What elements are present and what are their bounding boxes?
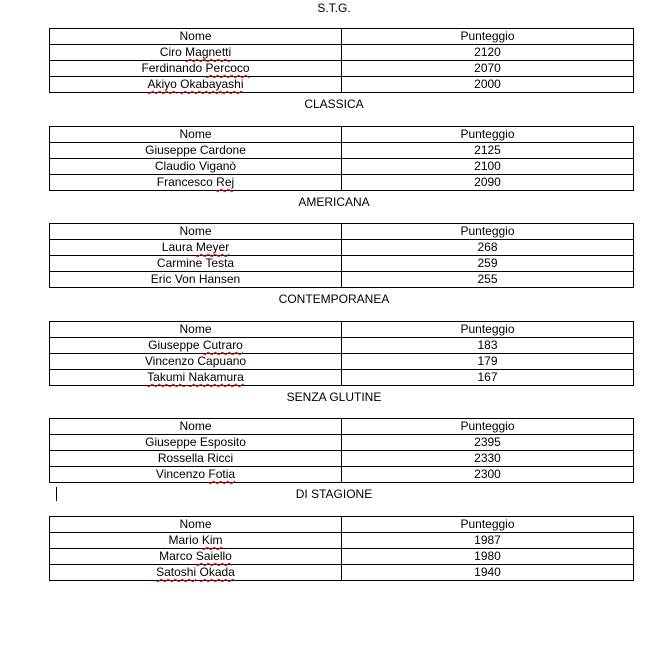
table-row xyxy=(50,467,634,483)
section-title-americana: AMERICANA xyxy=(298,195,370,209)
table-row xyxy=(50,272,634,288)
table-header-row xyxy=(50,29,634,45)
score-cell: 1980 xyxy=(342,549,634,565)
name-cell xyxy=(50,354,342,370)
first-name: Francesco xyxy=(156,175,213,189)
table-row xyxy=(50,175,634,191)
name-cell xyxy=(50,451,342,467)
score-cell: 179 xyxy=(342,354,634,370)
last-name: Nakamura xyxy=(188,370,244,384)
name-cell xyxy=(50,240,342,256)
name-cell xyxy=(50,565,342,581)
table-row xyxy=(50,370,634,386)
last-name: Von Hansen xyxy=(174,272,241,286)
table-header-row xyxy=(50,517,634,533)
first-name: Laura xyxy=(161,240,193,254)
name-cell xyxy=(50,435,342,451)
first-name: Giuseppe xyxy=(145,143,197,157)
table-row xyxy=(50,549,634,565)
first-name: Giuseppe xyxy=(148,338,200,352)
first-name: Marco xyxy=(159,549,193,563)
table-header-row xyxy=(50,419,634,435)
score-cell: 2120 xyxy=(342,45,634,61)
first-name: Vincenzo xyxy=(144,354,195,368)
first-name: Vincenzo xyxy=(155,467,206,481)
first-name: Takumi xyxy=(147,370,186,384)
last-name: Cardone xyxy=(199,143,246,157)
last-name: Ricci xyxy=(207,451,234,465)
first-name: Mario xyxy=(168,533,199,547)
table-row xyxy=(50,61,634,77)
header-nome: Nome xyxy=(50,29,342,45)
header-punteggio: Punteggio xyxy=(342,127,634,143)
header-nome: Nome xyxy=(50,224,342,240)
score-cell: 2090 xyxy=(342,175,634,191)
last-name: Meyer xyxy=(195,240,230,254)
name-cell xyxy=(50,370,342,386)
results-table-americana xyxy=(49,223,634,288)
last-name: Okada xyxy=(199,565,235,579)
table-row xyxy=(50,240,634,256)
last-name: Testa xyxy=(205,256,235,270)
score-cell: 2070 xyxy=(342,61,634,77)
table-row xyxy=(50,77,634,93)
results-table-contemporanea xyxy=(49,321,634,386)
header-punteggio: Punteggio xyxy=(342,322,634,338)
last-name: Fotia xyxy=(208,467,236,481)
last-name: Magnetti xyxy=(185,45,232,59)
first-name: Satoshi xyxy=(156,565,197,579)
last-name: Percoco xyxy=(205,61,250,75)
score-cell: 2300 xyxy=(342,467,634,483)
first-name: Ferdinando xyxy=(141,61,203,75)
score-cell: 2330 xyxy=(342,451,634,467)
name-cell xyxy=(50,175,342,191)
score-cell: 2395 xyxy=(342,435,634,451)
last-name: Kim xyxy=(201,533,223,547)
results-table-classica xyxy=(49,126,634,191)
name-cell xyxy=(50,45,342,61)
table-header-row xyxy=(50,322,634,338)
score-cell: 167 xyxy=(342,370,634,386)
header-punteggio: Punteggio xyxy=(342,29,634,45)
score-cell: 1987 xyxy=(342,533,634,549)
score-cell: 255 xyxy=(342,272,634,288)
name-cell xyxy=(50,549,342,565)
section-title-classica: CLASSICA xyxy=(304,97,364,111)
score-cell: 2000 xyxy=(342,77,634,93)
first-name: Eric xyxy=(150,272,172,286)
last-name: Viganò xyxy=(198,159,237,173)
name-cell xyxy=(50,77,342,93)
name-cell xyxy=(50,533,342,549)
results-table-senza-glutine xyxy=(49,418,634,483)
name-cell xyxy=(50,467,342,483)
header-nome: Nome xyxy=(50,127,342,143)
results-table-stg xyxy=(49,28,634,93)
results-table-di-stagione xyxy=(49,516,634,581)
header-nome: Nome xyxy=(50,322,342,338)
table-row xyxy=(50,256,634,272)
name-cell xyxy=(50,338,342,354)
name-cell xyxy=(50,272,342,288)
section-title-di-stagione: DI STAGIONE xyxy=(295,487,373,501)
table-row xyxy=(50,533,634,549)
table-row xyxy=(50,565,634,581)
header-punteggio: Punteggio xyxy=(342,224,634,240)
table-header-row xyxy=(50,127,634,143)
score-cell: 183 xyxy=(342,338,634,354)
header-punteggio: Punteggio xyxy=(342,419,634,435)
section-title-senza-glutine: SENZA GLUTINE xyxy=(286,390,382,404)
first-name: Ciro xyxy=(159,45,182,59)
header-nome: Nome xyxy=(50,419,342,435)
table-row xyxy=(50,338,634,354)
first-name: Akiyo xyxy=(147,77,177,91)
first-name: Giuseppe xyxy=(145,435,197,449)
first-name: Claudio xyxy=(154,159,196,173)
table-row xyxy=(50,143,634,159)
table-row xyxy=(50,354,634,370)
last-name: Esposito xyxy=(199,435,246,449)
last-name: Saiello xyxy=(195,549,232,563)
score-cell: 259 xyxy=(342,256,634,272)
section-title-contemporanea: CONTEMPORANEA xyxy=(278,292,390,306)
table-header-row xyxy=(50,224,634,240)
last-name: Cutraro xyxy=(202,338,243,352)
last-name: Rej xyxy=(216,175,235,189)
section-title-stg: S.T.G. xyxy=(317,1,351,15)
table-row xyxy=(50,159,634,175)
header-punteggio: Punteggio xyxy=(342,517,634,533)
score-cell: 2125 xyxy=(342,143,634,159)
name-cell xyxy=(50,143,342,159)
first-name: Carmine xyxy=(156,256,203,270)
last-name: Capuano xyxy=(197,354,247,368)
name-cell xyxy=(50,159,342,175)
name-cell xyxy=(50,61,342,77)
name-cell xyxy=(50,256,342,272)
table-row xyxy=(50,45,634,61)
first-name: Rossella xyxy=(157,451,204,465)
score-cell: 268 xyxy=(342,240,634,256)
last-name: Okabayashi xyxy=(180,77,244,91)
header-nome: Nome xyxy=(50,517,342,533)
table-row xyxy=(50,435,634,451)
table-row xyxy=(50,451,634,467)
score-cell: 1940 xyxy=(342,565,634,581)
score-cell: 2100 xyxy=(342,159,634,175)
